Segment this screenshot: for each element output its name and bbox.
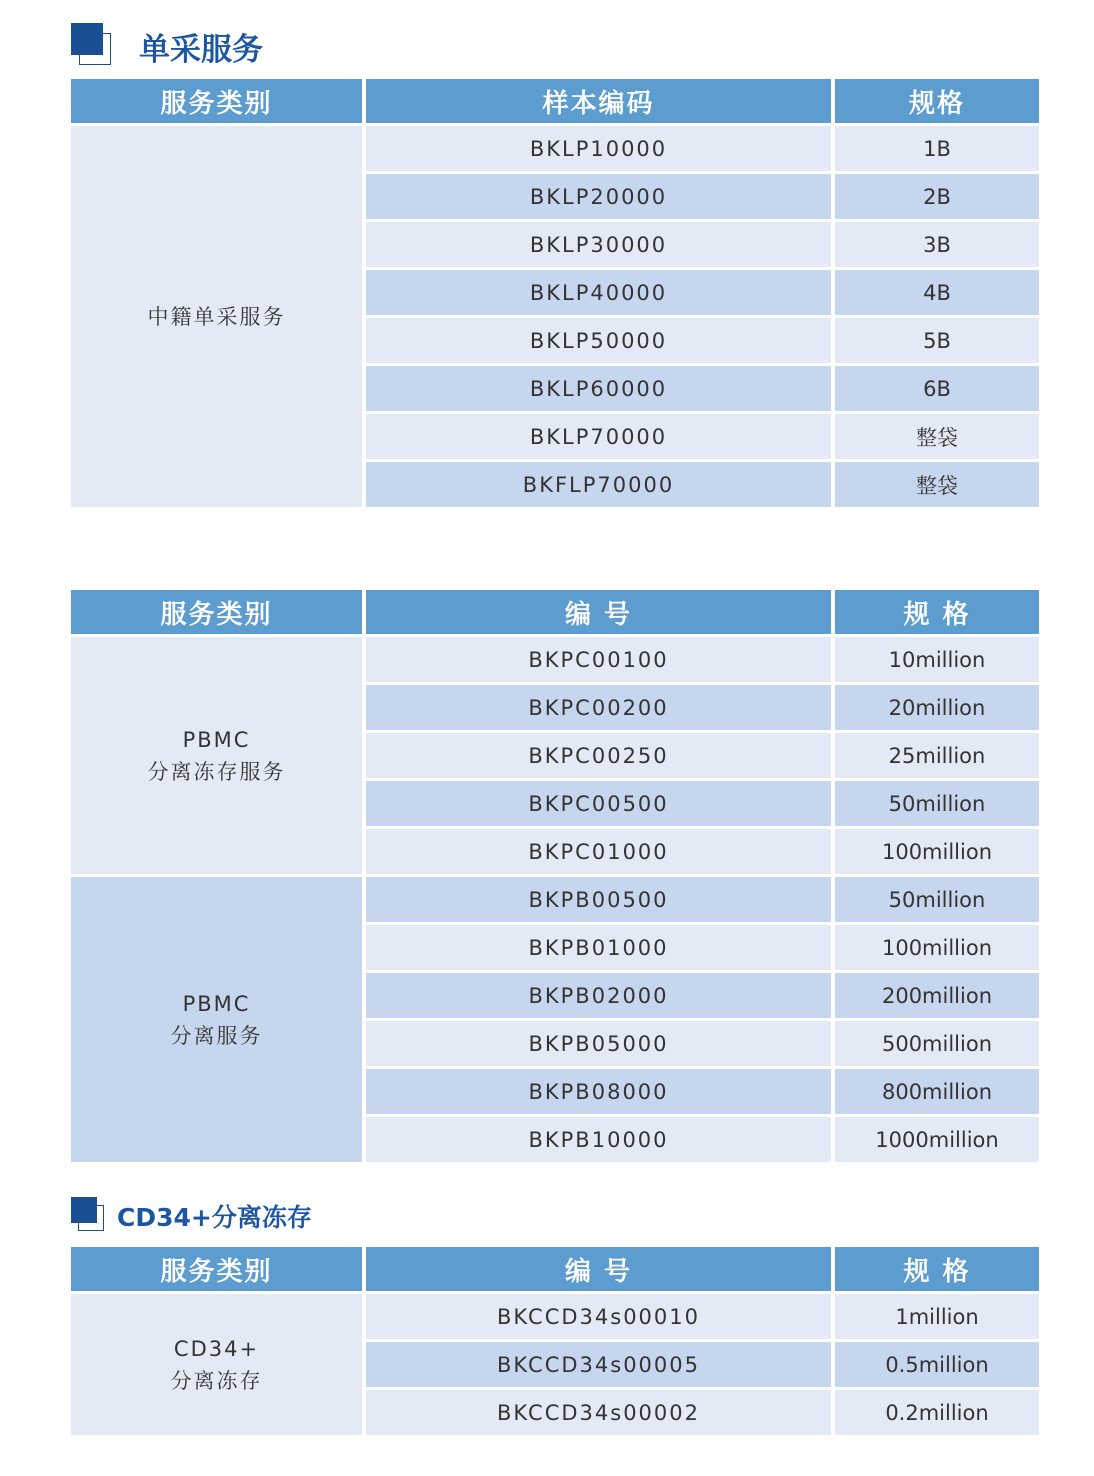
code-cell: BKLP50000 [366,318,831,363]
header-spec: 规 格 [835,1247,1039,1291]
code-cell: BKPB01000 [366,925,831,970]
code-cell: BKLP20000 [366,174,831,219]
spec-cell: 800million [835,1069,1039,1114]
header-code: 编 号 [366,590,831,634]
code-cell: BKCCD34s00002 [366,1390,831,1435]
table-cd34 [67,1244,1043,1438]
header-category: 服务类别 [71,79,362,123]
spec-cell: 50million [835,781,1039,826]
header-category: 服务类别 [71,1247,362,1291]
table-header-row [71,1247,1039,1291]
spec-cell: 25million [835,733,1039,778]
table-row [71,637,1039,682]
table-row [71,126,1039,171]
code-cell: BKLP40000 [366,270,831,315]
code-cell: BKCCD34s00010 [366,1294,831,1339]
spec-cell: 2B [835,174,1039,219]
section-title-text: 单采服务 [139,32,263,68]
square-bullet-icon [71,23,113,67]
category-line: CD34+ [173,1336,260,1361]
category-cell: 中籍单采服务 [71,126,362,507]
spec-cell: 20million [835,685,1039,730]
square-bullet-icon [71,1197,105,1233]
spec-cell: 0.2million [835,1390,1039,1435]
spec-cell: 1million [835,1294,1039,1339]
category-line: 分离冻存 [170,1368,263,1393]
code-cell: BKLP70000 [366,414,831,459]
category-cell [71,637,362,874]
section-title-3 [71,1196,312,1234]
spec-cell: 3B [835,222,1039,267]
header-code: 编 号 [366,1247,831,1291]
code-cell: BKPB05000 [366,1021,831,1066]
section-title-text: CD34+分离冻存 [117,1203,312,1232]
code-cell: BKPB08000 [366,1069,831,1114]
table-apheresis [67,76,1043,510]
category-line: PBMC [182,727,251,752]
spec-cell: 4B [835,270,1039,315]
spec-cell: 1B [835,126,1039,171]
table-row [71,1294,1039,1339]
spec-cell: 10million [835,637,1039,682]
category-line: 分离服务 [170,1023,263,1048]
section-title-1 [71,20,263,69]
code-cell: BKPC00250 [366,733,831,778]
spec-cell: 0.5million [835,1342,1039,1387]
table-row [71,877,1039,922]
category-line: PBMC [182,991,251,1016]
code-cell: BKLP10000 [366,126,831,171]
code-cell: BKPC00200 [366,685,831,730]
spec-cell: 50million [835,877,1039,922]
spec-cell: 100million [835,829,1039,874]
code-cell: BKLP30000 [366,222,831,267]
code-cell: BKFLP70000 [366,462,831,507]
code-cell: BKLP60000 [366,366,831,411]
category-cell [71,1294,362,1435]
code-cell: BKPB10000 [366,1117,831,1162]
spec-cell: 500million [835,1021,1039,1066]
code-cell: BKPB02000 [366,973,831,1018]
table-header-row [71,79,1039,123]
code-cell: BKPC00500 [366,781,831,826]
header-spec: 规 格 [835,590,1039,634]
spec-cell: 5B [835,318,1039,363]
spec-cell: 1000million [835,1117,1039,1162]
category-cell [71,877,362,1162]
spec-cell: 100million [835,925,1039,970]
spec-cell: 整袋 [835,414,1039,459]
header-spec: 规格 [835,79,1039,123]
table-pbmc [67,587,1043,1165]
code-cell: BKCCD34s00005 [366,1342,831,1387]
table-header-row [71,590,1039,634]
header-category: 服务类别 [71,590,362,634]
category-line: 分离冻存服务 [147,759,286,784]
code-cell: BKPC00100 [366,637,831,682]
spec-cell: 200million [835,973,1039,1018]
spec-cell: 整袋 [835,462,1039,507]
header-code: 样本编码 [366,79,831,123]
spec-cell: 6B [835,366,1039,411]
code-cell: BKPC01000 [366,829,831,874]
code-cell: BKPB00500 [366,877,831,922]
